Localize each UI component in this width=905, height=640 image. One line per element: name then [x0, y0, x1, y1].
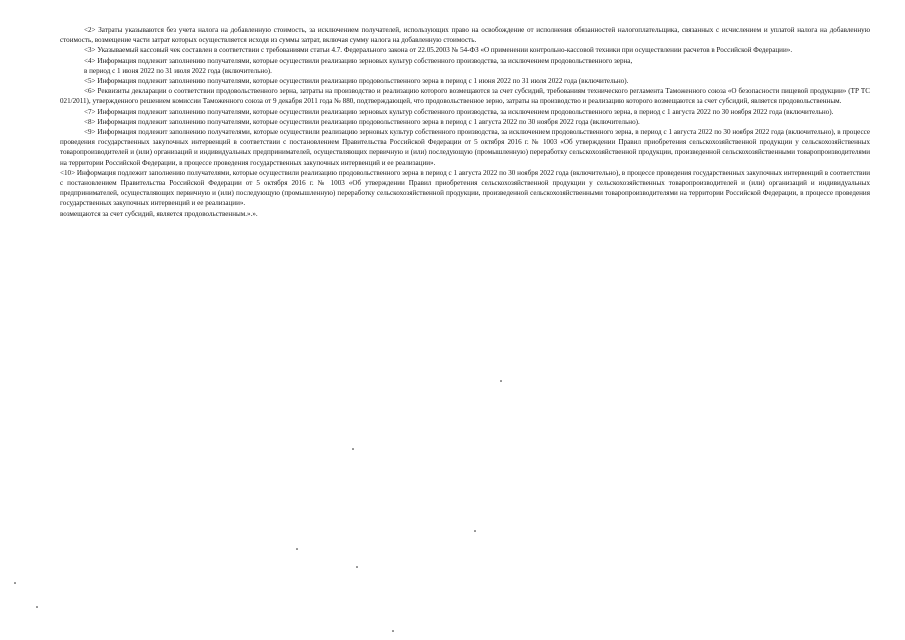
scan-speck — [500, 380, 502, 382]
footnote-10: <10> Информация подлежит заполнению получателями, которые осуществили реализацию продовольственного зерна в период с 1 августа 2022 по 30 ноября 2022 года (включительно), в процессе проведения государственных закупочных интервенций в соответствии с постановлением Правительства Российской Федерации от 5 октября 2016 г. № 1003 «Об утверждении Правил приобретения сельскохозяйственной продукции у сельскохозяйственных товаропроизводителей и (или) организаций и индивидуальных предпринимателей, осуществляющих первичную и (или) последующую (промышленную) переработку сельскохозяйственной продукции, произведенной сельскохозяйственными товаропроизводителями на территории Российской Федерации, в процессе проведения государственных закупочных интервенций и ее реализации». — [60, 168, 870, 208]
scan-speck — [36, 606, 38, 608]
footnote-7: <7> Информация подлежит заполнению получателями, которые осуществили реализацию зерновых культур собственного производства, за исключением продовольственного зерна, в период с 1 августа 2022 по 30 ноября 2022 года (включительно). — [84, 107, 834, 116]
scan-speck — [14, 582, 16, 584]
scan-speck — [392, 630, 394, 632]
footnote-9: <9> Информация подлежит заполнению получателями, которые осуществили реализацию зерновых культур собственного производства, за исключением продовольственного зерна, в период с 1 августа 2022 по 30 ноября 2022 года (включительно), в процессе проведения государственных закупочных интервенций в соответствии с постановлением Правительства Российской Федерации от 5 октября 2016 г. № 1003 «Об утверждении Правил приобретения сельскохозяйственной продукции у сельскохозяйственных товаропроизводителей и (или) организаций и индивидуальных предпринимателей, осуществляющих первичную и (или) последующую (промышленную) переработку сельскохозяйственной продукции, произведенной сельскохозяйственными товаропроизводителями на территории Российской Федерации, в процессе проведения государственных закупочных интервенций и ее реализации». — [60, 128, 870, 167]
footnote-8: <8> Информация подлежит заполнению получателями, которые осуществили реализацию продовольственного зерна в период с 1 августа 2022 по 30 ноября 2022 года (включительно). — [84, 117, 640, 126]
footnote-2: <2> Затраты указываются без учета налога на добавленную стоимость, за исключением получателей, использующих право на освобождение от исполнения обязанностей налогоплательщика, связанных с исчислением и уплатой налога на добавленную стоимость, возмещение части затрат которых осуществляется исходя из суммы затрат, включая сумму налога на добавленную стоимость. — [60, 26, 870, 45]
scan-speck — [356, 566, 358, 568]
footnote-6: <6> Реквизиты декларации о соответствии продовольственного зерна, затраты на производство и реализацию которого возмещаются за счет субсидий, требованиям технического регламента Таможенного союза «О безопасности пищевой продукции» (ТР ТС 021/2011), утвержденного решением комиссии Таможенного союза от 9 декабря 2011 года № 880, подтверждающей, что продовольственное зерно, затраты на производство и реализацию которого возмещаются за счет субсидий, является продовольственным. — [60, 87, 870, 106]
scan-speck — [296, 548, 298, 550]
closing-line: возмещаются за счет субсидий, является продовольственным.».». — [60, 209, 258, 218]
footnote-4: <4> Информация подлежит заполнению получателями, которые осуществили реализацию зерновых культур собственного производства, за исключением продовольственного зерна, — [84, 56, 633, 65]
scan-speck — [352, 448, 354, 450]
footnotes-block — [60, 25, 870, 219]
footnote-5: <5> Информация подлежит заполнению получателями, которые осуществили реализацию продовольственного зерна в период с 1 июня 2022 по 31 июля 2022 года (включительно). — [84, 77, 629, 86]
footnote-4-continuation: в период с 1 июня 2022 по 31 июля 2022 года (включительно). — [84, 66, 272, 75]
scan-speck — [474, 530, 476, 532]
footnote-3: <3> Указываемый кассовый чек составлен в соответствии с требованиями статьи 4.7. Федерального закона от 22.05.2003 № 54-ФЗ «О применении контрольно-кассовой техники при осуществлении расчетов в Российской Федерации». — [84, 46, 793, 55]
